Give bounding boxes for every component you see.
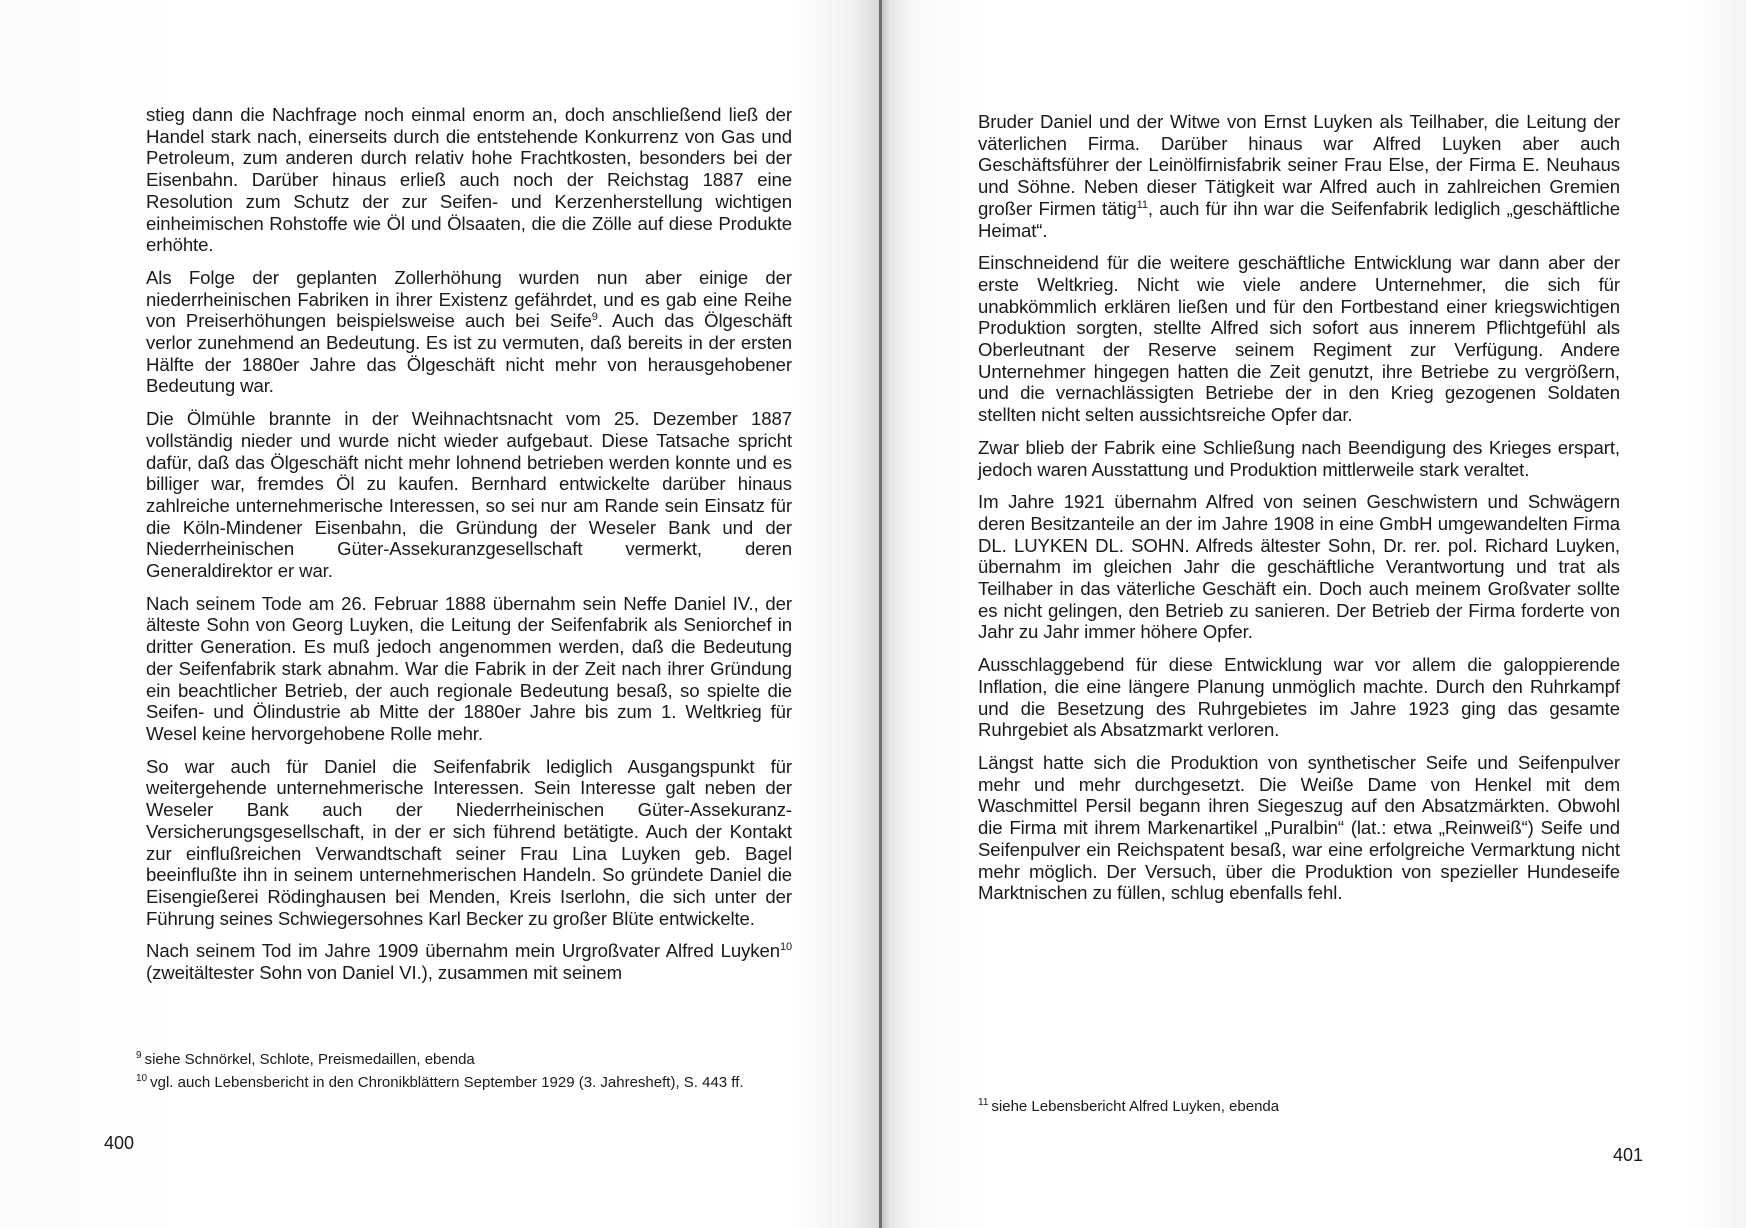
paragraph-text: Nach seinem Tod im Jahre 1909 übernahm mein Urgroßvater Alfred Luyken	[146, 940, 780, 962]
body-paragraph	[978, 752, 1620, 904]
paragraph-text: Ausschlaggebend für diese Entwicklung war vor allem die galoppierende Inflation, die eine längere Planung unmöglich machte. Durch den Ruhrkampf und die Besetzung des Ruhrgebietes im Jahre 1923 ging das gesamte Ruhrgebiet als Absatzmarkt verloren.	[978, 654, 1620, 741]
paragraph-text: stieg dann die Nachfrage noch einmal enorm an, doch anschließend ließ der Handel stark nach, einerseits durch die entstehende Konkurrenz von Gas und Petroleum, zum anderen durch relativ hohe Frachtkosten, besonders bei der Eisenbahn. Darüber hinaus erließ auch noch der Reichstag 1887 eine Resolution zum Schutz der zur Seifen- und Kerzenherstellung wichtigen einheimischen Rohstoffe wie Öl und Ölsaaten, die die Zölle auf diese Produkte erhöhte.	[146, 104, 792, 256]
body-paragraph	[978, 111, 1620, 241]
right-page-number: 401	[1613, 1145, 1644, 1165]
footnote-text: siehe Schnörkel, Schlote, Preismedaillen, ebenda	[144, 1051, 475, 1068]
paragraph-text: (zweitältester Sohn von Daniel VI.), zusammen mit seinem	[146, 962, 622, 984]
body-paragraph	[146, 593, 792, 745]
paragraph-text: Zwar blieb der Fabrik eine Schließung nach Beendigung des Krieges erspart, jedoch waren Ausstattung und Produktion mittlerweile stark veraltet.	[978, 436, 1620, 480]
book-gutter	[879, 0, 882, 1228]
body-paragraph	[146, 756, 792, 930]
right-page	[880, 0, 1746, 1228]
footnote-text: vgl. auch Lebensbericht in den Chronikblättern September 1929 (3. Jahresheft), S. 443 ff.	[150, 1074, 744, 1091]
left-page-number: 400	[104, 1133, 135, 1153]
paragraph-text: So war auch für Daniel die Seifenfabrik lediglich Ausgangspunkt für weitergehende unternehmerische Interessen. Sein Interesse galt neben der Weseler Bank auch der Niederrheinischen Güter-Assekuranz-Versicherungsgesellschaft, in der er sich führend betätigte. Auch der Kontakt zur einflußreichen Verwandtschaft seiner Frau Lina Luyken geb. Bagel beeinflußte ihn in seinem unternehmerischen Handeln. So gründete Daniel die Eisengießerei Rödinghausen bei Menden, Kreis Iserlohn, die sich unter der Führung seines Schwiegersohnes Karl Becker zu großer Blüte entwickelte.	[146, 755, 792, 929]
paragraph-text: Einschneidend für die weitere geschäftliche Entwicklung war dann aber der erste Weltkrieg. Nicht wie viele andere Unternehmer, die sich für unabkömmlich erklären ließen und für den Fortbestand einer kriegswichtigen Produktion sorgten, stellte Alfred sich sofort aus innerem Pflichtgefühl als Oberleutnant der Reserve seinem Regiment zur Verfügung. Andere Unternehmer hingegen hatten die Zeit genutzt, ihre Betriebe zu vergrößern, und die vernachlässigten Betriebe der in den Krieg gezogenen Soldaten stellten nicht selten aussichtsreiche Opfer dar.	[978, 252, 1620, 426]
paragraph-text: Im Jahre 1921 übernahm Alfred von seinen Geschwistern und Schwägern deren Besitzanteile an der im Jahre 1908 in eine GmbH umgewandelten Firma DL. LUYKEN DL. SOHN. Alfreds ältester Sohn, Dr. rer. pol. Richard Luyken, übernahm im gleichen Jahr die geschäftliche Verantwortung und trat als Teilhaber in das väterliche Geschäft ein. Doch auch meinem Großvater sollte es nicht gelingen, den Betrieb zu sanieren. Der Betrieb der Firma forderte von Jahr zu Jahr immer höhere Opfer.	[978, 491, 1620, 643]
body-paragraph	[146, 267, 792, 397]
body-paragraph	[146, 104, 792, 256]
footnote-reference: 10	[779, 941, 792, 954]
paragraph-text: Längst hatte sich die Produktion von synthetischer Seife und Seifenpulver mehr und mehr durchgesetzt. Die Weiße Dame von Henkel mit dem Waschmittel Persil begann ihren Siegeszug auf den Absatzmärkten. Obwohl die Firma mit ihrem Markenartikel „Puralbin“ (lat.: etwa „Reinweiß“) Seife und Seifenpulver ein Reichspatent besaß, war eine erfolgreiche Vermarktung nicht mehr möglich. Der Versuch, über die Produktion von spezieller Hundeseife Marktnischen zu füllen, schlug ebenfalls fehl.	[978, 751, 1620, 904]
footnote-reference: 11	[1136, 198, 1148, 211]
paragraph-text: . Auch das Ölgeschäft verlor zunehmend an Bedeutung. Es ist zu vermuten, daß bereits in der ersten Hälfte der 1880er Jahre das Ölgeschäft nicht mehr von herausgehobener Bedeutung war.	[146, 310, 792, 397]
right-page-body-text	[978, 111, 1620, 915]
body-paragraph	[146, 940, 792, 983]
paragraph-text: Nach seinem Tode am 26. Februar 1888 übernahm sein Neffe Daniel IV., der älteste Sohn von Georg Luyken, die Leitung der Seifenfabrik als Seniorchef in dritter Generation. Es muß jedoch angenommen werden, daß die Bedeutung der Seifenfabrik stark abnahm. War die Fabrik in der Zeit nach ihrer Gründung ein beachtlicher Betrieb, der auch regionale Bedeutung besaß, so spielte die Seifen- und Ölindustrie ab Mitte der 1880er Jahre bis zum 1. Weltkrieg für Wesel keine hervorgehobene Rolle mehr.	[146, 592, 792, 744]
right-page-footnotes	[978, 1098, 1618, 1121]
paragraph-text: Bruder Daniel und der Witwe von Ernst Luyken als Teilhaber, die Leitung der väterlichen Firma. Darüber hinaus war Alfred Luyken aber auch Geschäftsführer der Leinölfirnisfabrik seiner Frau Else, der Firma E. Neuhaus und Söhne. Neben dieser Tätigkeit war Alfred auch in zahlreichen Gremien großer Firmen tätig	[978, 111, 1620, 219]
footnote	[136, 1074, 796, 1092]
body-paragraph	[978, 252, 1620, 426]
paragraph-text: Als Folge der geplanten Zollerhöhung wurden nun aber einige der niederrheinischen Fabriken in ihrer Existenz gefährdet, und es gab eine Reihe von Preiserhöhungen beispielsweise auch bei Seife	[146, 266, 792, 332]
left-page-footnotes	[136, 1051, 796, 1097]
body-paragraph	[978, 437, 1620, 480]
body-paragraph	[978, 654, 1620, 741]
footnote	[136, 1051, 796, 1069]
footnote-text: siehe Lebensbericht Alfred Luyken, ebenda	[991, 1098, 1280, 1115]
paragraph-text: , auch für ihn war die Seifenfabrik lediglich „geschäftliche Heimat“.	[978, 197, 1620, 241]
body-paragraph	[978, 491, 1620, 643]
body-paragraph	[146, 408, 792, 582]
left-page-body-text	[146, 104, 792, 995]
footnote-reference: 9	[591, 311, 598, 324]
footnote-mark: 11	[978, 1097, 989, 1108]
footnote-mark: 9	[136, 1050, 142, 1061]
footnote-mark: 10	[136, 1073, 148, 1084]
footnote	[978, 1098, 1618, 1116]
paragraph-text: Die Ölmühle brannte in der Weihnachtsnacht vom 25. Dezember 1887 vollständig nieder und wurde nicht wieder aufgebaut. Diese Tatsache spricht dafür, daß das Ölgeschäft nicht mehr lohnend betrieben werden konnte und es billiger war, fremdes Öl zu kaufen. Bernhard entwickelte darüber hinaus zahlreiche unternehmerische Interessen, so sei nur am Rande sein Einsatz für die Köln-Mindener Eisenbahn, die Gründung der Weseler Bank und der Niederrheinischen Güter-Assekuranzgesellschaft vermerkt, deren Generaldirektor er war.	[146, 408, 792, 582]
